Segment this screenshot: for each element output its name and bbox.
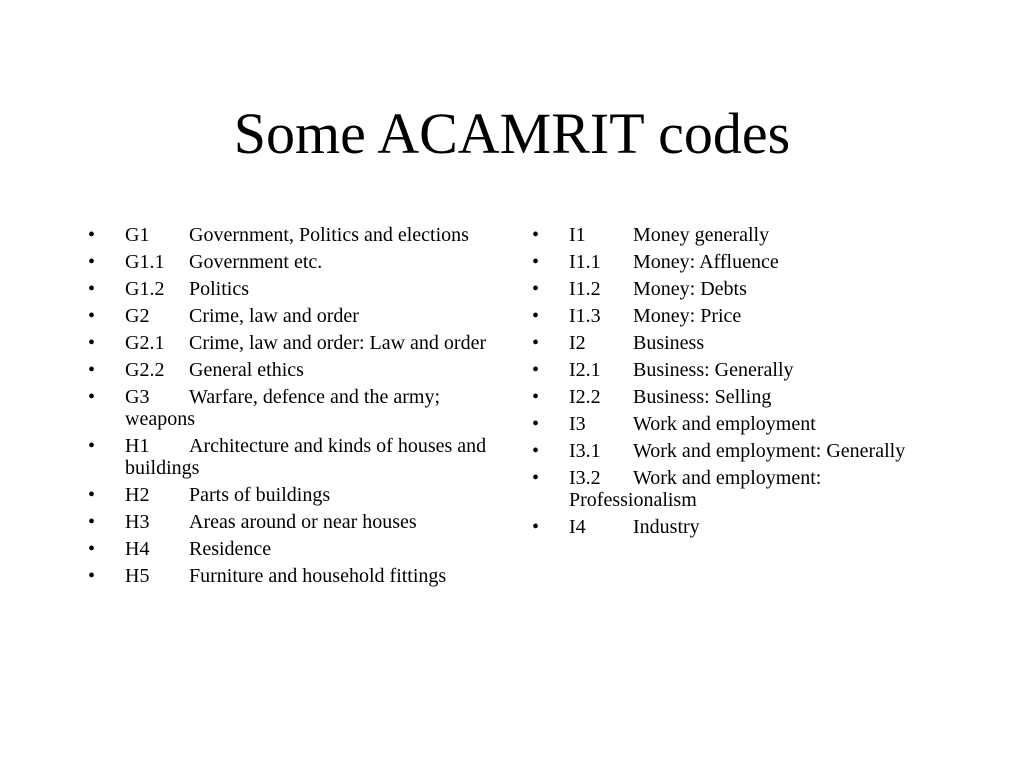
code-label: I3.2 xyxy=(569,467,601,489)
code-description: Politics xyxy=(189,278,250,300)
bullet-icon: • xyxy=(532,440,540,462)
code-label: I1 xyxy=(569,224,586,246)
list-item xyxy=(532,251,952,273)
code-label: H1 xyxy=(125,435,150,457)
bullet-icon: • xyxy=(532,251,540,273)
left-code-list xyxy=(88,224,508,592)
code-description: Warfare, defence and the army; weapons xyxy=(125,386,441,430)
code-description: Work and employment xyxy=(633,413,816,435)
code-description: Money: Price xyxy=(633,305,742,327)
list-item xyxy=(532,332,952,354)
list-item xyxy=(88,359,508,381)
code-description: Money generally xyxy=(633,224,770,246)
list-item xyxy=(532,467,952,511)
code-description: Industry xyxy=(633,516,700,538)
code-description: Work and employment: Generally xyxy=(633,440,906,462)
list-item xyxy=(88,386,508,430)
code-description: Money: Affluence xyxy=(633,251,779,273)
code-label: I2.2 xyxy=(569,386,601,408)
code-label: I1.2 xyxy=(569,278,601,300)
bullet-icon: • xyxy=(88,305,96,327)
code-label: H5 xyxy=(125,565,150,587)
bullet-icon: • xyxy=(532,516,540,538)
list-item xyxy=(88,435,508,479)
code-description: Money: Debts xyxy=(633,278,747,300)
bullet-icon: • xyxy=(88,386,96,408)
right-code-list xyxy=(532,224,952,543)
bullet-icon: • xyxy=(88,278,96,300)
code-description: Business: Selling xyxy=(633,386,772,408)
list-item xyxy=(532,224,952,246)
list-item xyxy=(88,251,508,273)
code-description: Crime, law and order xyxy=(189,305,359,327)
list-item xyxy=(88,278,508,300)
list-item xyxy=(88,484,508,506)
bullet-icon: • xyxy=(88,538,96,560)
code-label: H2 xyxy=(125,484,150,506)
code-label: I1.3 xyxy=(569,305,601,327)
bullet-icon: • xyxy=(88,435,96,457)
bullet-icon: • xyxy=(532,386,540,408)
bullet-icon: • xyxy=(532,224,540,246)
bullet-icon: • xyxy=(88,224,96,246)
list-item xyxy=(532,386,952,408)
bullet-icon: • xyxy=(88,565,96,587)
code-label: I2.1 xyxy=(569,359,601,381)
code-label: G2 xyxy=(125,305,150,327)
bullet-icon: • xyxy=(532,359,540,381)
code-description: Business xyxy=(633,332,705,354)
code-label: G1 xyxy=(125,224,150,246)
code-label: G1.2 xyxy=(125,278,165,300)
bullet-icon: • xyxy=(532,413,540,435)
list-item xyxy=(88,511,508,533)
list-item xyxy=(88,565,508,587)
code-label: G2.1 xyxy=(125,332,165,354)
list-item xyxy=(532,516,952,538)
code-label: I2 xyxy=(569,332,586,354)
list-item xyxy=(532,413,952,435)
list-item xyxy=(532,440,952,462)
code-description: Crime, law and order: Law and order xyxy=(189,332,487,354)
bullet-icon: • xyxy=(532,278,540,300)
code-description: Architecture and kinds of houses and buildings xyxy=(125,435,487,479)
code-label: G1.1 xyxy=(125,251,165,273)
code-description: Government etc. xyxy=(189,251,323,273)
code-label: G3 xyxy=(125,386,150,408)
code-description: Residence xyxy=(189,538,272,560)
code-description: Areas around or near houses xyxy=(189,511,417,533)
bullet-icon: • xyxy=(88,332,96,354)
code-label: H4 xyxy=(125,538,150,560)
bullet-icon: • xyxy=(532,467,540,489)
code-label: H3 xyxy=(125,511,150,533)
bullet-icon: • xyxy=(532,305,540,327)
bullet-icon: • xyxy=(88,251,96,273)
code-description: Parts of buildings xyxy=(189,484,331,506)
code-label: I4 xyxy=(569,516,586,538)
bullet-icon: • xyxy=(88,511,96,533)
list-item xyxy=(88,224,508,246)
bullet-icon: • xyxy=(88,484,96,506)
code-label: G2.2 xyxy=(125,359,165,381)
code-description: Government, Politics and elections xyxy=(189,224,469,246)
code-label: I3.1 xyxy=(569,440,601,462)
code-description: General ethics xyxy=(189,359,304,381)
code-description: Furniture and household fittings xyxy=(189,565,447,587)
code-label: I1.1 xyxy=(569,251,601,273)
code-description: Work and employment: Professionalism xyxy=(569,467,822,511)
list-item xyxy=(88,305,508,327)
list-item xyxy=(88,332,508,354)
list-item xyxy=(88,538,508,560)
bullet-icon: • xyxy=(88,359,96,381)
list-item xyxy=(532,359,952,381)
slide-title: Some ACAMRIT codes xyxy=(233,101,791,166)
code-description: Business: Generally xyxy=(633,359,794,381)
list-item xyxy=(532,305,952,327)
code-label: I3 xyxy=(569,413,586,435)
list-item xyxy=(532,278,952,300)
bullet-icon: • xyxy=(532,332,540,354)
